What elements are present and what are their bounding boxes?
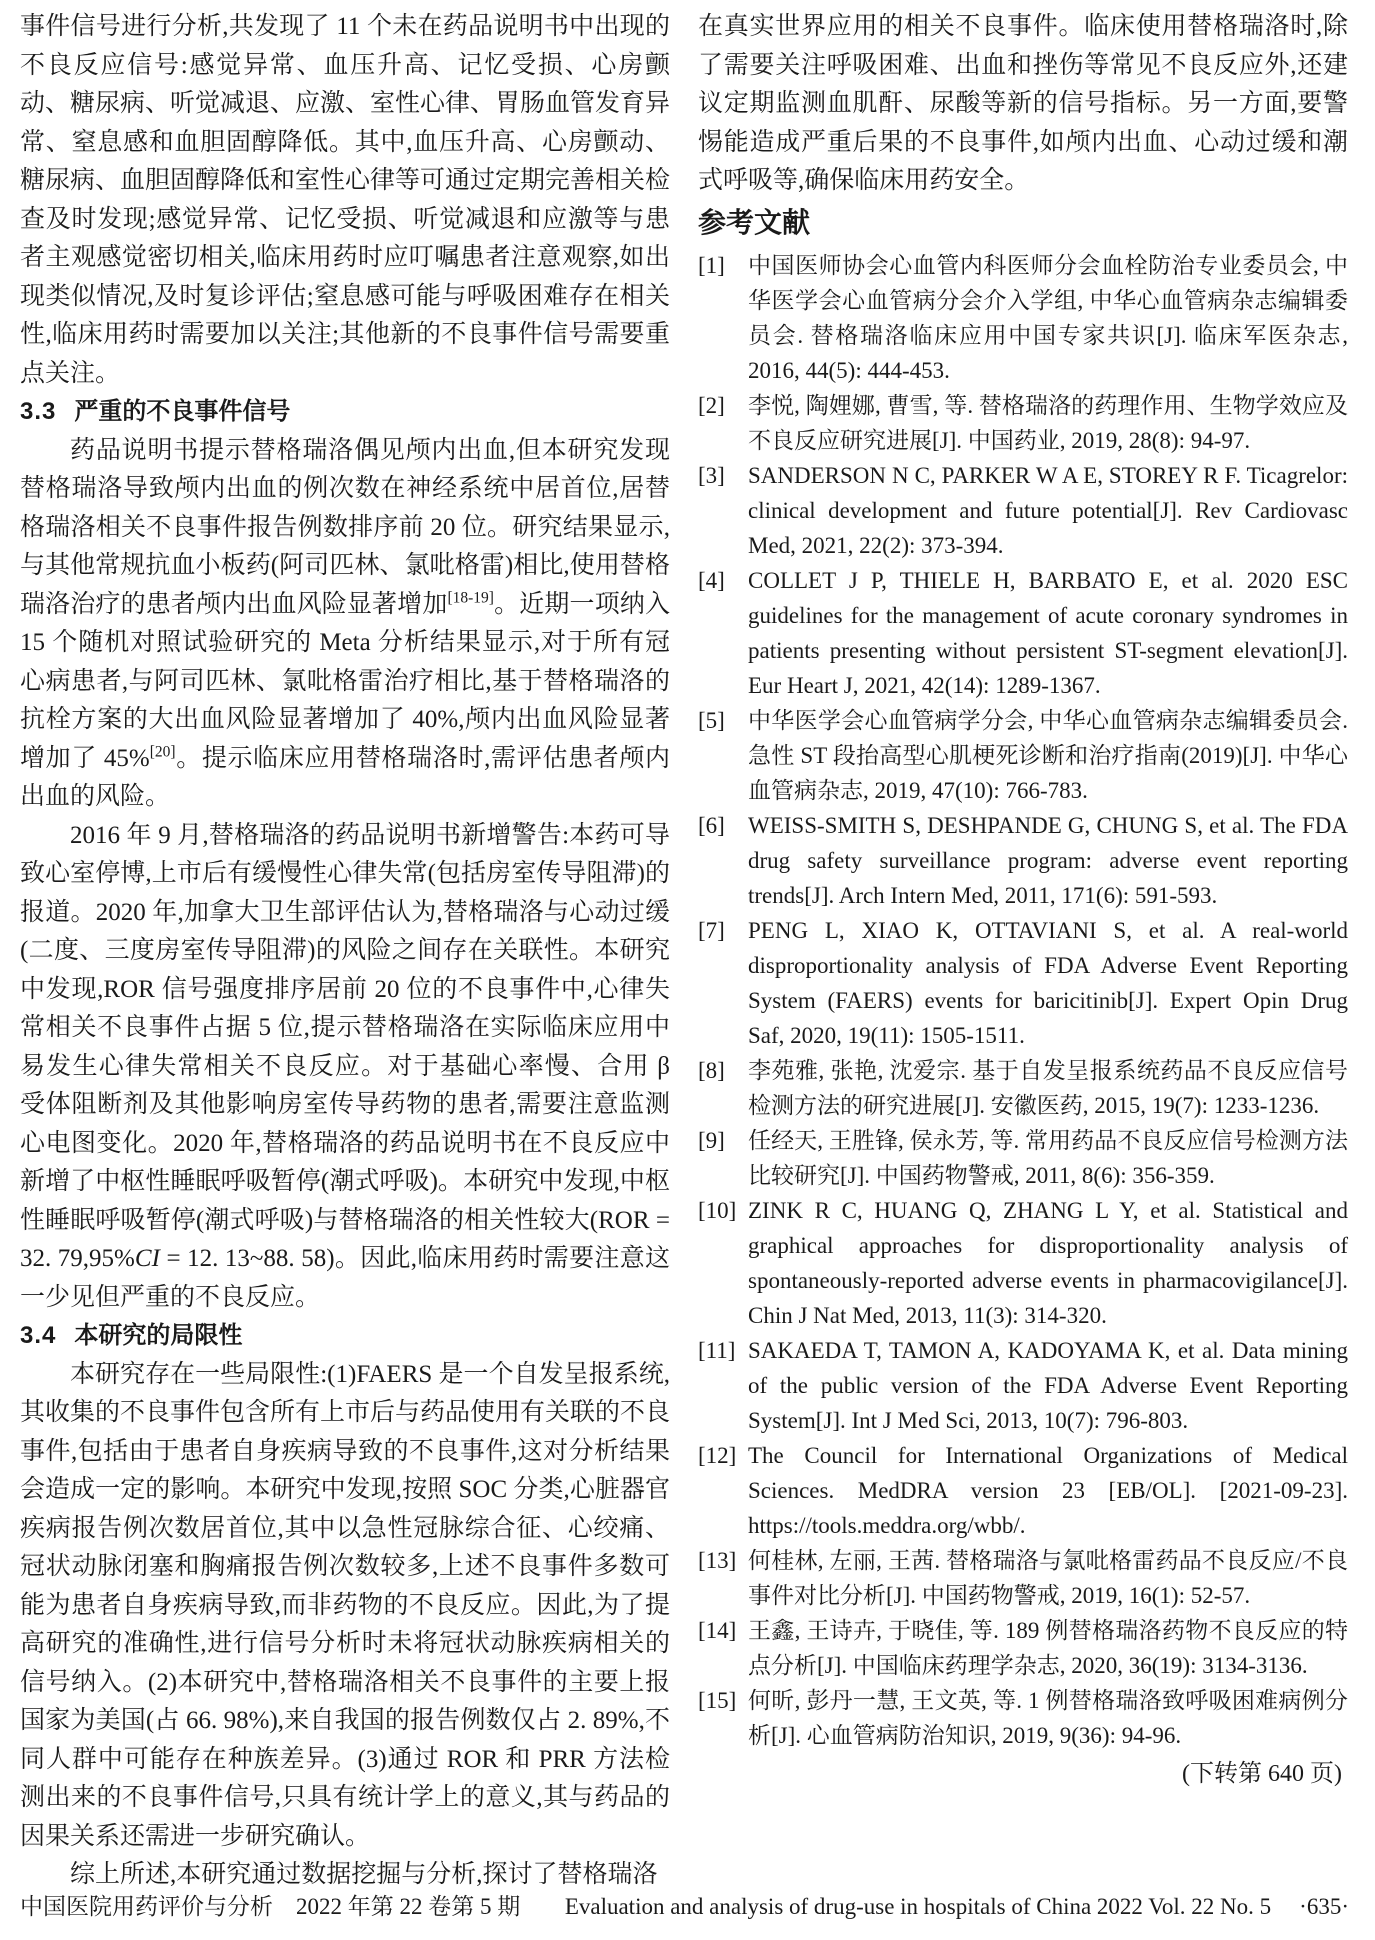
- reference-number: [10]: [698, 1197, 737, 1223]
- paragraph-text: = 12. 13~88. 58)。因此,临床用药时需要注意这一少见但严重的不良反应。: [20, 1245, 671, 1311]
- paragraph-serious-adverse-events: [20, 432, 670, 817]
- page-number: ·635·: [1299, 1894, 1349, 1919]
- paragraph-text: 2016 年 9 月,替格瑞洛的药品说明书新增警告:本药可导致心室停博,上市后有缓慢性心律失常(包括房室传导阻滞)的报道。2020 年,加拿大卫生部评估认为,替格瑞洛与心动过缓(二度、三度房室传导阻滞)的风险之间存在关联性。本研究中发现,ROR 信号强度排序居前 20 位的不良事件中,心律失常相关不良事件占据 5 位,提示替格瑞洛在实际临床应用中易发生心律失常相关不良反应。对于基础心率慢、合用 β 受体阻断剂及其他影响房室传导药物的患者,需要注意监测心电图变化。2020 年,替格瑞洛的药品说明书在不良反应中新增了中枢性睡眠呼吸暂停(潮式呼吸)。本研究中发现,中枢性睡眠呼吸暂停(潮式呼吸)与替格瑞洛的相关性较大(ROR = 32. 79,95%: [20, 821, 670, 1272]
- reference-number: [1]: [698, 252, 725, 278]
- paragraph-warnings: [20, 817, 670, 1318]
- section-title: 本研究的局限性: [74, 1322, 243, 1349]
- reference-text: 何昕, 彭丹一慧, 王文英, 等. 1 例替格瑞洛致呼吸困难病例分析[J]. 心血管病防治知识, 2019, 9(36): 94-96.: [748, 1687, 1348, 1748]
- reference-number: [3]: [698, 462, 725, 488]
- reference-number: [12]: [698, 1442, 737, 1468]
- reference-text: 任经天, 王胜锋, 侯永芳, 等. 常用药品不良反应信号检测方法比较研究[J]. 中国药物警戒, 2011, 8(6): 356-359.: [748, 1127, 1348, 1188]
- reference-item: [698, 1438, 1348, 1543]
- reference-text: 何桂林, 左丽, 王茜. 替格瑞洛与氯吡格雷药品不良反应/不良事件对比分析[J]. 中国药物警戒, 2019, 16(1): 52-57.: [748, 1547, 1348, 1608]
- paragraph-conclusion-start: 综上所述,本研究通过数据挖掘与分析,探讨了替格瑞洛: [70, 1861, 658, 1888]
- reference-item: [698, 563, 1348, 703]
- reference-item: [698, 703, 1348, 808]
- footer-en-title: Evaluation and analysis of drug-use in hospitals of China 2022 Vol. 22 No. 5: [564, 1894, 1272, 1919]
- reference-item: [698, 1543, 1348, 1613]
- reference-number: [11]: [698, 1337, 736, 1363]
- reference-item: [698, 913, 1348, 1053]
- reference-text: ZINK R C, HUANG Q, ZHANG L Y, et al. Statistical and graphical approaches for disproportionality analysis of spontaneously-reported adverse events in pharmacovigilance[J]. Chin J Nat Med, 2013, 11(3): 314-320.: [748, 1197, 1348, 1328]
- paragraph-text: 。提示临床应用替格瑞洛时,需评估患者颅内出血的风险。: [20, 744, 670, 810]
- reference-item: [698, 388, 1348, 458]
- reference-item: [698, 458, 1348, 563]
- reference-item: [698, 1193, 1348, 1333]
- paragraph-continuation: 事件信号进行分析,共发现了 11 个未在药品说明书中出现的不良反应信号:感觉异常、血压升高、记忆受损、心房颤动、糖尿病、听觉减退、应激、室性心律、胃肠血管发育异常、窒息感和血胆固醇降低。其中,血压升高、心房颤动、糖尿病、血胆固醇降低和室性心律等可通过定期完善相关检查及时发现;感觉异常、记忆受损、听觉减退和应激等与患者主观感觉密切相关,临床用药时应叮嘱患者注意观察,如出现类似情况,及时复诊评估;窒息感可能与呼吸困难存在相关性,临床用药时需要加以关注;其他新的不良事件信号需要重点关注。: [20, 13, 671, 387]
- reference-item: [698, 1053, 1348, 1123]
- reference-list: [698, 248, 1348, 1753]
- paragraph-continuation: 在真实世界应用的相关不良事件。临床使用替格瑞洛时,除了需要关注呼吸困难、出血和挫伤等常见不良反应外,还建议定期监测血肌酐、尿酸等新的信号指标。另一方面,要警惕能造成严重后果的不良事件,如颅内出血、心动过缓和潮式呼吸等,确保临床用药安全。: [698, 13, 1348, 194]
- reference-number: [14]: [698, 1617, 737, 1643]
- reference-number: [2]: [698, 392, 725, 418]
- reference-text: SANDERSON N C, PARKER W A E, STOREY R F. Ticagrelor: clinical development and future potential[J]. Rev Cardiovasc Med, 2021, 22(2): 373-394.: [748, 462, 1348, 558]
- page-footer: [20, 1892, 1349, 1922]
- section-number: 3.4: [20, 1322, 57, 1349]
- reference-text: The Council for International Organizations of Medical Sciences. MedDRA version 23 [EB/OL]. [2021-09-23]. https://tools.meddra.org/wbb/.: [748, 1442, 1348, 1538]
- section-title: 严重的不良事件信号: [74, 398, 291, 425]
- reference-text: 李悦, 陶娌娜, 曹雪, 等. 替格瑞洛的药理作用、生物学效应及不良反应研究进展[J]. 中国药业, 2019, 28(8): 94-97.: [748, 392, 1348, 453]
- references-heading: 参考文献: [698, 206, 811, 238]
- right-column: [698, 8, 1348, 1895]
- citation-superscript: [20]: [149, 743, 176, 761]
- reference-item: [698, 1683, 1348, 1753]
- reference-number: [8]: [698, 1057, 725, 1083]
- reference-number: [9]: [698, 1127, 725, 1153]
- reference-item: [698, 808, 1348, 913]
- reference-number: [5]: [698, 707, 725, 733]
- section-heading-3-3: [20, 393, 670, 432]
- citation-superscript: [18-19]: [447, 589, 494, 607]
- paragraph-text: 。近期一项纳入 15 个随机对照试验研究的 Meta 分析结果显示,对于所有冠心病患者,与阿司匹林、氯吡格雷治疗相比,基于替格瑞洛的抗栓方案的大出血风险显著增加了 40%,颅内出血风险显著增加了 45%: [20, 590, 670, 772]
- footer-journal-en: [565, 1892, 1349, 1922]
- reference-text: 李苑雅, 张艳, 沈爱宗. 基于自发呈报系统药品不良反应信号检测方法的研究进展[J]. 安徽医药, 2015, 19(7): 1233-1236.: [748, 1057, 1348, 1118]
- reference-number: [15]: [698, 1687, 737, 1713]
- italic-ci: CI: [134, 1245, 160, 1272]
- left-column: [20, 8, 670, 1895]
- reference-number: [7]: [698, 917, 725, 943]
- reference-number: [6]: [698, 812, 725, 838]
- reference-text: PENG L, XIAO K, OTTAVIANI S, et al. A real-world disproportionality analysis of FDA Adverse Event Reporting System (FAERS) events for baricitinib[J]. Expert Opin Drug Saf, 2020, 19(11): 1505-1511.: [748, 917, 1348, 1048]
- paragraph-text: 药品说明书提示替格瑞洛偶见颅内出血,但本研究发现替格瑞洛导致颅内出血的例次数在神经系统中居首位,居替格瑞洛相关不良事件报告例数排序前 20 位。研究结果显示,与其他常规抗血小板药(阿司匹林、氯吡格雷)相比,使用替格瑞洛治疗的患者颅内出血风险显著增加: [20, 436, 670, 618]
- reference-number: [13]: [698, 1547, 737, 1573]
- reference-item: [698, 1333, 1348, 1438]
- reference-text: 中华医学会心血管病学分会, 中华心血管病杂志编辑委员会. 急性 ST 段抬高型心肌梗死诊断和治疗指南(2019)[J]. 中华心血管病杂志, 2019, 47(10): 766-783.: [748, 707, 1348, 803]
- footer-journal-cn: 中国医院用药评价与分析 2022 年第 22 卷第 5 期: [20, 1894, 521, 1919]
- reference-text: 王鑫, 王诗卉, 于晓佳, 等. 189 例替格瑞洛药物不良反应的特点分析[J]. 中国临床药理学杂志, 2020, 36(19): 3134-3136.: [748, 1617, 1348, 1678]
- reference-item: [698, 248, 1348, 388]
- continuation-note: (下转第 640 页): [1182, 1760, 1342, 1787]
- reference-number: [4]: [698, 567, 725, 593]
- reference-text: COLLET J P, THIELE H, BARBATO E, et al. 2020 ESC guidelines for the management of acute coronary syndromes in patients presenting without persistent ST-segment elevation[J]. Eur Heart J, 2021, 42(14): 1289-1367.: [748, 567, 1348, 698]
- paragraph-limitations: 本研究存在一些局限性:(1)FAERS 是一个自发呈报系统,其收集的不良事件包含所有上市后与药品使用有关联的不良事件,包括由于患者自身疾病导致的不良事件,这对分析结果会造成一定的影响。本研究中发现,按照 SOC 分类,心脏器官疾病报告例次数居首位,其中以急性冠脉综合征、心绞痛、冠状动脉闭塞和胸痛报告例次数较多,上述不良事件多数可能为患者自身疾病导致,而非药物的不良反应。因此,为了提高研究的准确性,进行信号分析时未将冠状动脉疾病相关的信号纳入。(2)本研究中,替格瑞洛相关不良事件的主要上报国家为美国(占 66. 98%),来自我国的报告例数仅占 2. 89%,不同人群中可能存在种族差异。(3)通过 ROR 和 PRR 方法检测出来的不良事件信号,只具有统计学上的意义,其与药品的因果关系还需进一步研究确认。: [20, 1360, 671, 1850]
- reference-item: [698, 1613, 1348, 1683]
- reference-text: 中国医师协会心血管内科医师分会血栓防治专业委员会, 中华医学会心血管病分会介入学组, 中华心血管病杂志编辑委员会. 替格瑞洛临床应用中国专家共识[J]. 临床军医杂志, 2016, 44(5): 444-453.: [748, 252, 1348, 383]
- section-number: 3.3: [20, 398, 57, 425]
- reference-item: [698, 1123, 1348, 1193]
- reference-text: WEISS-SMITH S, DESHPANDE G, CHUNG S, et al. The FDA drug safety surveillance program: adverse event reporting trends[J]. Arch Intern Med, 2011, 171(6): 591-593.: [748, 812, 1348, 908]
- reference-text: SAKAEDA T, TAMON A, KADOYAMA K, et al. Data mining of the public version of the FDA Adverse Event Reporting System[J]. Int J Med Sci, 2013, 10(7): 796-803.: [748, 1337, 1348, 1433]
- section-heading-3-4: [20, 1317, 670, 1356]
